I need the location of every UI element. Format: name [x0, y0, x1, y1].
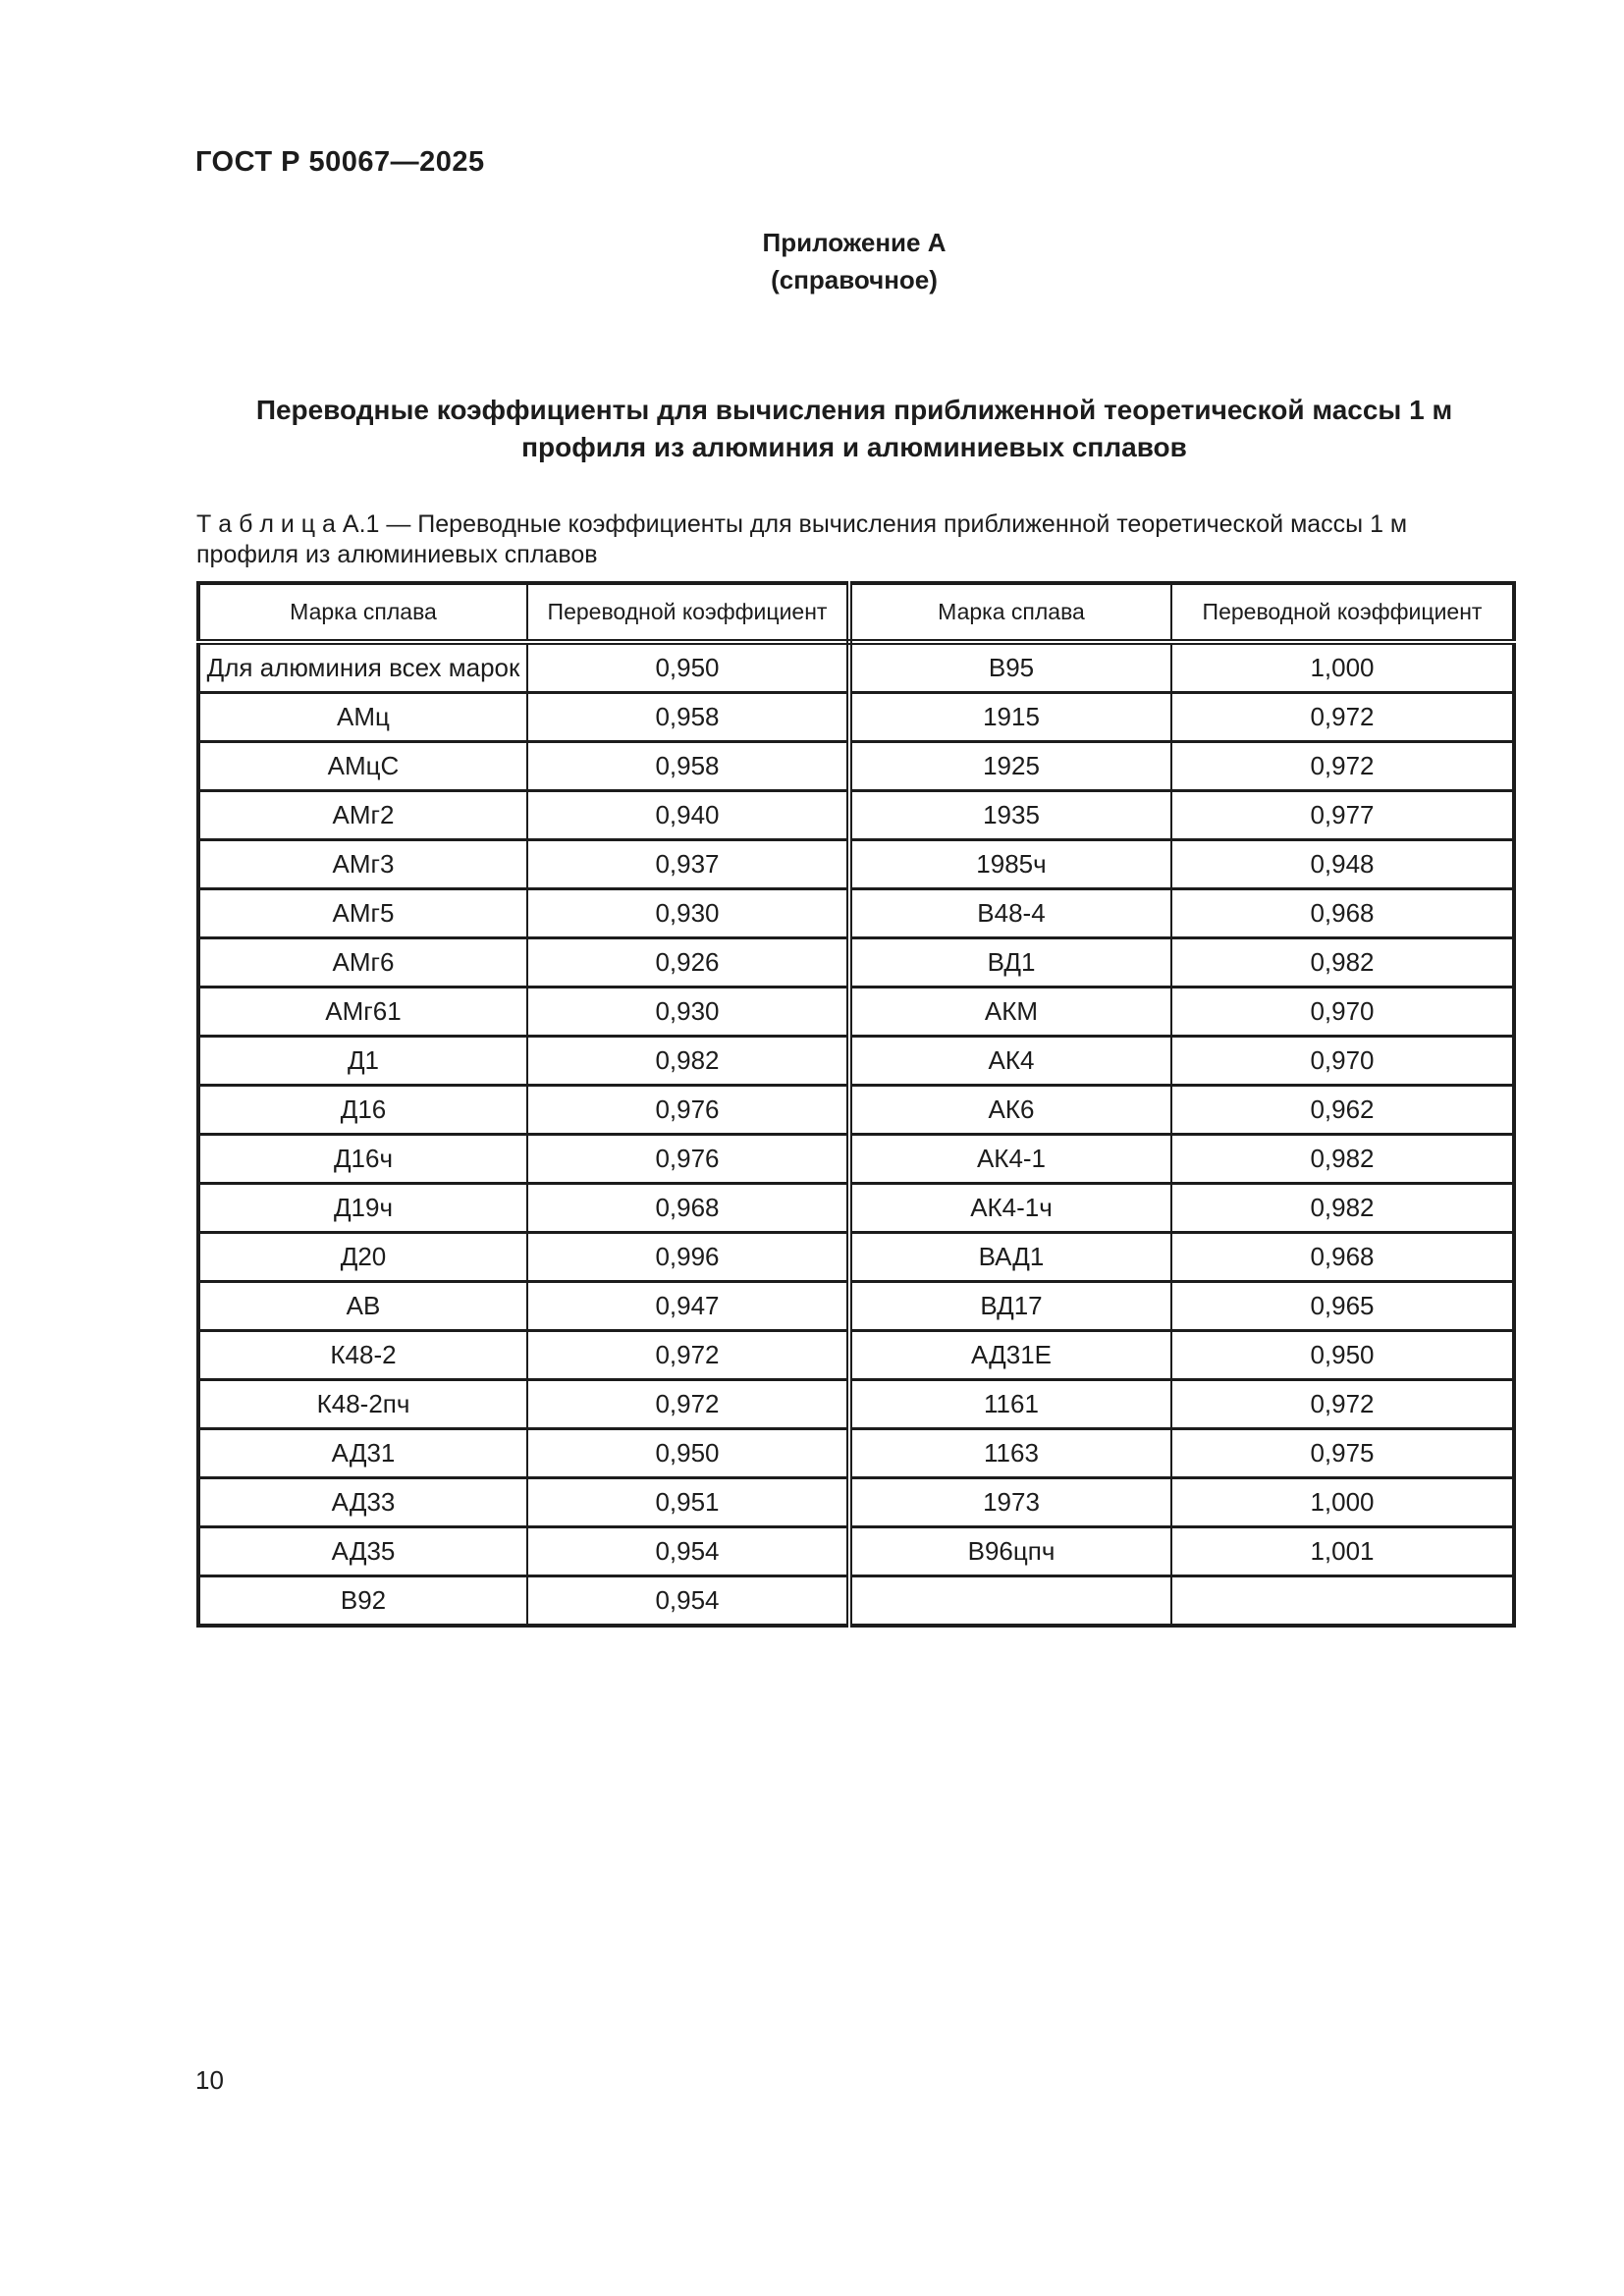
alloy-grade-cell: АД31 [198, 1429, 527, 1478]
coefficient-cell: 0,954 [527, 1527, 849, 1576]
doc-code: ГОСТ Р 50067—2025 [195, 146, 485, 178]
alloy-grade-cell: 1935 [849, 791, 1171, 840]
table-row [198, 1429, 1514, 1478]
coefficient-cell: 0,950 [527, 1429, 849, 1478]
alloys-table [196, 581, 1516, 1628]
alloy-grade-cell: АД35 [198, 1527, 527, 1576]
alloy-grade-cell: АД33 [198, 1478, 527, 1527]
alloy-grade-cell: АМг3 [198, 840, 527, 889]
coefficient-cell: 1,001 [1171, 1527, 1514, 1576]
coefficient-cell: 0,972 [1171, 693, 1514, 742]
coefficient-cell: 0,976 [527, 1135, 849, 1184]
table-row [198, 1282, 1514, 1331]
alloy-grade-cell: Д19ч [198, 1184, 527, 1233]
alloy-grade-cell: АК4-1 [849, 1135, 1171, 1184]
alloy-grade-cell: АМг61 [198, 988, 527, 1037]
appendix-note: (справочное) [771, 265, 938, 294]
coefficient-cell: 0,954 [527, 1576, 849, 1627]
coefficient-cell: 0,937 [527, 840, 849, 889]
table-caption: Т а б л и ц а А.1 — Переводные коэффициенты для вычисления приближенной теоретической массы 1 м профиля из алюминиевых сплавов [196, 510, 1408, 568]
table-row [198, 1527, 1514, 1576]
alloy-grade-cell: АК4-1ч [849, 1184, 1171, 1233]
coefficient-cell: 0,930 [527, 889, 849, 938]
table-row [198, 1233, 1514, 1282]
table-row [198, 642, 1514, 693]
appendix-block [196, 224, 1512, 298]
coefficient-cell: 0,962 [1171, 1086, 1514, 1135]
coefficient-cell: 0,982 [1171, 1135, 1514, 1184]
alloy-grade-cell: В48-4 [849, 889, 1171, 938]
page-title-line-1: Переводные коэффициенты для вычисления приближенной теоретической массы 1 м [255, 395, 1453, 425]
table-row [198, 1380, 1514, 1429]
coefficient-cell: 0,970 [1171, 988, 1514, 1037]
coefficient-cell: 0,972 [1171, 1380, 1514, 1429]
column-header-alloy-grade-right: Марка сплава [849, 583, 1171, 642]
table-row [198, 1478, 1514, 1527]
alloy-grade-cell: В95 [849, 642, 1171, 693]
page-title [196, 392, 1512, 466]
column-header-alloy-grade-left: Марка сплава [198, 583, 527, 642]
alloy-grade-cell: В92 [198, 1576, 527, 1627]
coefficient-cell: 0,972 [527, 1380, 849, 1429]
coefficient-cell: 0,975 [1171, 1429, 1514, 1478]
coefficient-cell: 0,982 [527, 1037, 849, 1086]
coefficient-cell: 0,972 [1171, 742, 1514, 791]
table-row [198, 1576, 1514, 1627]
alloy-grade-cell: АМц [198, 693, 527, 742]
table-row [198, 988, 1514, 1037]
alloy-grade-cell: Для алюминия всех марок [198, 642, 527, 693]
coefficient-cell: 0,976 [527, 1086, 849, 1135]
coefficient-cell: 0,968 [1171, 1233, 1514, 1282]
table-row [198, 742, 1514, 791]
alloy-grade-cell: ВАД1 [849, 1233, 1171, 1282]
alloy-grade-cell [849, 1576, 1171, 1627]
coefficient-cell: 0,930 [527, 988, 849, 1037]
alloy-grade-cell: АМцС [198, 742, 527, 791]
alloy-grade-cell: АМг5 [198, 889, 527, 938]
alloy-grade-cell: К48-2пч [198, 1380, 527, 1429]
table-row [198, 1331, 1514, 1380]
alloy-grade-cell: Д16ч [198, 1135, 527, 1184]
column-header-coefficient-left: Переводной коэффициент [527, 583, 849, 642]
alloy-grade-cell: 1925 [849, 742, 1171, 791]
alloy-grade-cell: К48-2 [198, 1331, 527, 1380]
table-row [198, 889, 1514, 938]
alloy-grade-cell: ВД1 [849, 938, 1171, 988]
coefficient-cell: 0,982 [1171, 938, 1514, 988]
page-title-line-2: профиля из алюминия и алюминиевых сплавов [521, 432, 1187, 462]
coefficient-cell: 0,972 [527, 1331, 849, 1380]
coefficient-cell: 0,968 [1171, 889, 1514, 938]
table-row [198, 1135, 1514, 1184]
coefficient-cell: 0,950 [1171, 1331, 1514, 1380]
coefficient-cell: 0,926 [527, 938, 849, 988]
coefficient-cell: 0,950 [527, 642, 849, 693]
table-row [198, 840, 1514, 889]
table-row [198, 1086, 1514, 1135]
table-row [198, 791, 1514, 840]
coefficient-cell: 0,982 [1171, 1184, 1514, 1233]
coefficient-cell: 0,940 [527, 791, 849, 840]
alloy-grade-cell: 1985ч [849, 840, 1171, 889]
coefficient-cell: 0,951 [527, 1478, 849, 1527]
appendix-label: Приложение А [762, 228, 947, 257]
coefficient-cell: 0,968 [527, 1184, 849, 1233]
alloy-grade-cell: АК4 [849, 1037, 1171, 1086]
alloy-grade-cell: АКМ [849, 988, 1171, 1037]
table-row [198, 938, 1514, 988]
coefficient-cell [1171, 1576, 1514, 1627]
alloy-grade-cell: ВД17 [849, 1282, 1171, 1331]
alloy-grade-cell: Д20 [198, 1233, 527, 1282]
coefficient-cell: 0,948 [1171, 840, 1514, 889]
coefficient-cell: 0,970 [1171, 1037, 1514, 1086]
coefficient-cell: 1,000 [1171, 642, 1514, 693]
alloy-grade-cell: АМг2 [198, 791, 527, 840]
alloy-grade-cell: Д16 [198, 1086, 527, 1135]
coefficient-cell: 0,977 [1171, 791, 1514, 840]
alloy-grade-cell: АВ [198, 1282, 527, 1331]
table-row [198, 693, 1514, 742]
coefficient-cell: 0,958 [527, 693, 849, 742]
alloy-grade-cell: АД31Е [849, 1331, 1171, 1380]
coefficient-cell: 1,000 [1171, 1478, 1514, 1527]
table-row [198, 1037, 1514, 1086]
alloy-grade-cell: 1163 [849, 1429, 1171, 1478]
table-body [198, 642, 1514, 1626]
alloy-grade-cell: 1973 [849, 1478, 1171, 1527]
coefficient-cell: 0,996 [527, 1233, 849, 1282]
table-header-row [198, 583, 1514, 642]
alloy-grade-cell: В96цпч [849, 1527, 1171, 1576]
alloy-grade-cell: АК6 [849, 1086, 1171, 1135]
alloy-grade-cell: АМг6 [198, 938, 527, 988]
alloy-grade-cell: 1915 [849, 693, 1171, 742]
column-header-coefficient-right: Переводной коэффициент [1171, 583, 1514, 642]
coefficient-cell: 0,958 [527, 742, 849, 791]
alloy-grade-cell: Д1 [198, 1037, 527, 1086]
alloy-grade-cell: 1161 [849, 1380, 1171, 1429]
page-number: 10 [195, 2065, 224, 2095]
coefficient-cell: 0,965 [1171, 1282, 1514, 1331]
table-row [198, 1184, 1514, 1233]
coefficient-cell: 0,947 [527, 1282, 849, 1331]
